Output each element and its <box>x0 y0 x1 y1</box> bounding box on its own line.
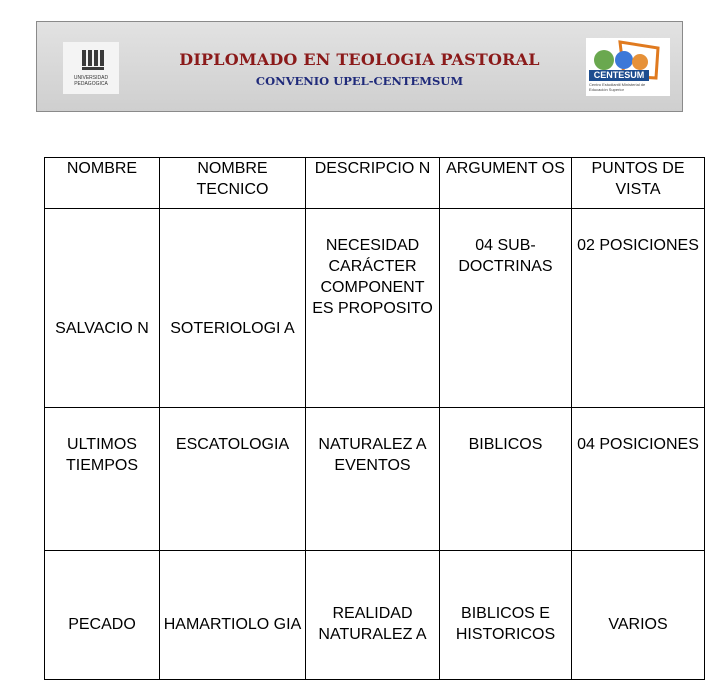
centesum-logo <box>586 38 670 96</box>
table-row <box>45 408 705 551</box>
cell-descripcion: NATURALEZ A EVENTOS <box>306 408 440 551</box>
upel-logo-caption: UNIVERSIDAD PEDAGOGICA <box>73 75 109 87</box>
table-header-row <box>45 158 705 209</box>
cell-nombre-tecnico: HAMARTIOLO GIA <box>160 551 306 680</box>
cell-puntos-de-vista: VARIOS <box>572 551 705 680</box>
header-nombre-tecnico: NOMBRE TECNICO <box>160 158 306 209</box>
header-descripcion: DESCRIPCIO N <box>306 158 440 209</box>
cell-nombre-tecnico: ESCATOLOGIA <box>160 408 306 551</box>
header-banner <box>36 21 683 112</box>
table-row <box>45 209 705 408</box>
header-puntos-de-vista: PUNTOS DE VISTA <box>572 158 705 209</box>
doctrine-table <box>44 157 705 680</box>
header-nombre: NOMBRE <box>45 158 160 209</box>
cell-nombre: ULTIMOS TIEMPOS <box>45 408 160 551</box>
cell-descripcion: NECESIDAD CARÁCTER COMPONENT ES PROPOSITO <box>306 209 440 408</box>
centesum-logo-name: CENTESUM <box>589 70 649 81</box>
header-argumentos: ARGUMENT OS <box>440 158 572 209</box>
cell-argumentos: BIBLICOS <box>440 408 572 551</box>
cell-nombre: SALVACIO N <box>45 209 160 408</box>
cell-descripcion: REALIDAD NATURALEZ A <box>306 551 440 680</box>
cell-puntos-de-vista: 02 POSICIONES <box>572 209 705 408</box>
banner-title: DIPLOMADO EN TEOLOGIA PASTORAL <box>179 50 540 69</box>
cell-puntos-de-vista: 04 POSICIONES <box>572 408 705 551</box>
table-row <box>45 551 705 680</box>
cell-argumentos: BIBLICOS E HISTORICOS <box>440 551 572 680</box>
cell-nombre: PECADO <box>45 551 160 680</box>
banner-subtitle: CONVENIO UPEL-CENTEMSUM <box>255 74 464 88</box>
cell-argumentos: 04 SUB-DOCTRINAS <box>440 209 572 408</box>
cell-nombre-tecnico: SOTERIOLOGI A <box>160 209 306 408</box>
centesum-logo-caption: Centro Estudiantil Ministerial de Educación Superior <box>589 82 646 92</box>
